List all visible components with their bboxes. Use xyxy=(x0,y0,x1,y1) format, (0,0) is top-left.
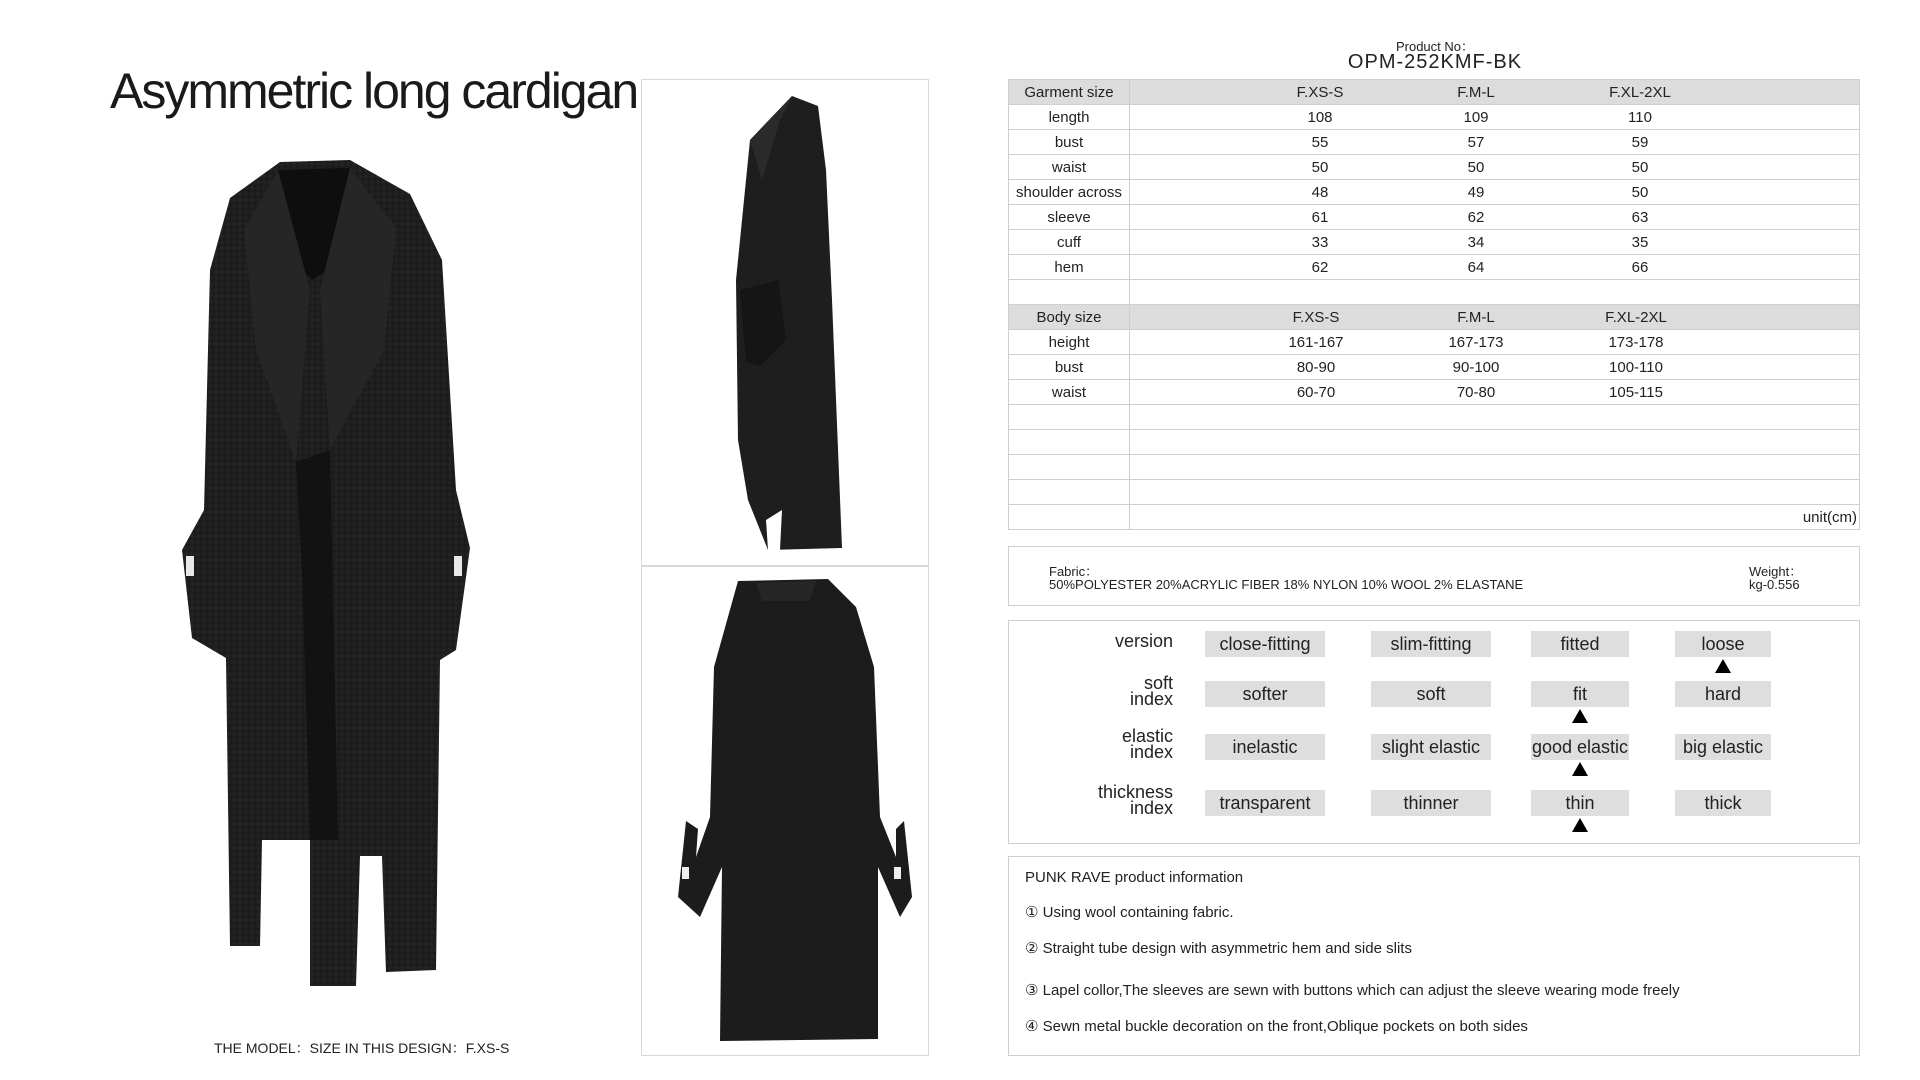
fabric-info-box xyxy=(1008,546,1860,606)
index-option: inelastic xyxy=(1205,734,1325,760)
info-item: ② Straight tube design with asymmetric hem and side slits xyxy=(1025,940,1412,957)
table-row xyxy=(1009,380,1860,405)
table-cell: 57 xyxy=(1467,134,1485,151)
product-front-image xyxy=(160,150,490,1030)
row-label: bust xyxy=(1009,130,1130,155)
size-col-header: F.XS-S xyxy=(1296,84,1344,101)
table-row-unit xyxy=(1009,505,1860,530)
fabric-label: Fabric： xyxy=(1049,564,1099,579)
index-label-soft: soft index xyxy=(1129,673,1173,709)
row-label: height xyxy=(1009,330,1130,355)
index-option: transparent xyxy=(1205,790,1325,816)
table-cell: 173-178 xyxy=(1608,334,1664,351)
info-item: ① Using wool containing fabric. xyxy=(1025,904,1234,921)
table-cell: 35 xyxy=(1631,234,1649,251)
selected-marker-icon xyxy=(1572,762,1588,776)
body-size-header: Body size xyxy=(1009,305,1130,330)
weight-label: Weight： xyxy=(1749,564,1803,579)
size-col-header: F.M-L xyxy=(1457,309,1495,326)
table-cell: 50 xyxy=(1631,184,1649,201)
model-size-note: THE MODEL：SIZE IN THIS DESIGN：F.XS-S xyxy=(214,1040,510,1056)
table-row xyxy=(1009,205,1860,230)
index-option: thin xyxy=(1531,790,1629,816)
table-cell: 100-110 xyxy=(1609,359,1663,376)
table-row xyxy=(1009,130,1860,155)
table-cell: 108 xyxy=(1307,109,1333,126)
fabric-value: 50%POLYESTER 20%ACRYLIC FIBER 18% NYLON 10% WOOL 2% ELASTANE xyxy=(1049,577,1524,592)
size-col-header: F.XL-2XL xyxy=(1605,309,1667,326)
index-option: soft xyxy=(1371,681,1491,707)
index-option: thinner xyxy=(1371,790,1491,816)
index-option: fitted xyxy=(1531,631,1629,657)
product-title: Asymmetric long cardigan xyxy=(110,63,638,119)
product-number: OPM-252KMF-BK xyxy=(1347,51,1523,73)
table-row-empty xyxy=(1009,280,1860,305)
size-col-header: F.XL-2XL xyxy=(1609,84,1671,101)
index-option: slight elastic xyxy=(1371,734,1491,760)
table-row xyxy=(1009,255,1860,280)
table-cell: 61 xyxy=(1311,209,1329,226)
table-row xyxy=(1009,180,1860,205)
index-option: close-fitting xyxy=(1205,631,1325,657)
table-cell: 90-100 xyxy=(1452,359,1500,376)
table-cell: 50 xyxy=(1467,159,1485,176)
row-label: cuff xyxy=(1009,230,1130,255)
index-label-thickness: thickness index xyxy=(1097,782,1173,818)
size-table xyxy=(1008,79,1860,530)
index-option: softer xyxy=(1205,681,1325,707)
table-cell: 63 xyxy=(1631,209,1649,226)
index-option: loose xyxy=(1675,631,1771,657)
table-row xyxy=(1009,155,1860,180)
index-option: good elastic xyxy=(1531,734,1629,760)
table-row xyxy=(1009,230,1860,255)
table-row-empty xyxy=(1009,405,1860,430)
selected-marker-icon xyxy=(1572,818,1588,832)
table-row xyxy=(1009,355,1860,380)
index-option: thick xyxy=(1675,790,1771,816)
table-cell: 34 xyxy=(1467,234,1485,251)
index-option: slim-fitting xyxy=(1371,631,1491,657)
row-label: hem xyxy=(1009,255,1130,280)
table-cell: 66 xyxy=(1631,259,1649,276)
table-cell: 167-173 xyxy=(1448,334,1504,351)
table-cell: 48 xyxy=(1311,184,1329,201)
table-cell: 64 xyxy=(1467,259,1485,276)
index-option: hard xyxy=(1675,681,1771,707)
body-size-header-row xyxy=(1009,305,1860,330)
row-label: waist xyxy=(1009,155,1130,180)
table-row-empty xyxy=(1009,480,1860,505)
product-back-image xyxy=(642,567,928,1055)
table-cell: 80-90 xyxy=(1296,359,1336,376)
table-row xyxy=(1009,330,1860,355)
table-cell: 59 xyxy=(1631,134,1649,151)
index-label-version: version xyxy=(1114,631,1173,651)
info-item: ③ Lapel collor,The sleeves are sewn with buttons which can adjust the sleeve wearing mode freely xyxy=(1025,982,1680,999)
table-cell: 105-115 xyxy=(1609,384,1663,401)
table-cell: 50 xyxy=(1311,159,1329,176)
product-back-photo-frame xyxy=(641,566,929,1056)
garment-size-header: Garment size xyxy=(1009,80,1130,105)
table-cell: 62 xyxy=(1467,209,1485,226)
unit-label: unit(cm) xyxy=(1802,509,1857,526)
row-label: length xyxy=(1009,105,1130,130)
table-cell: 161-167 xyxy=(1288,334,1344,351)
size-col-header: F.XS-S xyxy=(1292,309,1340,326)
table-cell: 33 xyxy=(1311,234,1329,251)
row-label: sleeve xyxy=(1009,205,1130,230)
product-information-box xyxy=(1008,856,1860,1056)
product-side-image xyxy=(642,80,928,565)
selected-marker-icon xyxy=(1715,659,1731,673)
table-cell: 110 xyxy=(1628,109,1652,126)
table-cell: 62 xyxy=(1311,259,1329,276)
weight-value: kg-0.556 xyxy=(1749,577,1800,592)
garment-size-header-row xyxy=(1009,80,1860,105)
table-cell: 50 xyxy=(1631,159,1649,176)
product-side-photo-frame xyxy=(641,79,929,566)
row-label: waist xyxy=(1009,380,1130,405)
table-row xyxy=(1009,105,1860,130)
table-cell: 55 xyxy=(1311,134,1329,151)
table-cell: 109 xyxy=(1463,109,1489,126)
index-option: big elastic xyxy=(1675,734,1771,760)
index-label-elastic: elastic index xyxy=(1121,726,1173,762)
info-heading: PUNK RAVE product information xyxy=(1025,869,1244,886)
selected-marker-icon xyxy=(1572,709,1588,723)
table-cell: 49 xyxy=(1467,184,1485,201)
table-cell: 70-80 xyxy=(1456,384,1496,401)
product-index-box xyxy=(1008,620,1860,844)
index-option: fit xyxy=(1531,681,1629,707)
row-label: shoulder across xyxy=(1009,180,1130,205)
row-label: bust xyxy=(1009,355,1130,380)
table-row-empty xyxy=(1009,430,1860,455)
product-number-label: Product No： xyxy=(1395,39,1475,54)
info-item: ④ Sewn metal buckle decoration on the front,Oblique pockets on both sides xyxy=(1025,1018,1528,1035)
size-col-header: F.M-L xyxy=(1457,84,1495,101)
table-row-empty xyxy=(1009,455,1860,480)
table-cell: 60-70 xyxy=(1296,384,1336,401)
